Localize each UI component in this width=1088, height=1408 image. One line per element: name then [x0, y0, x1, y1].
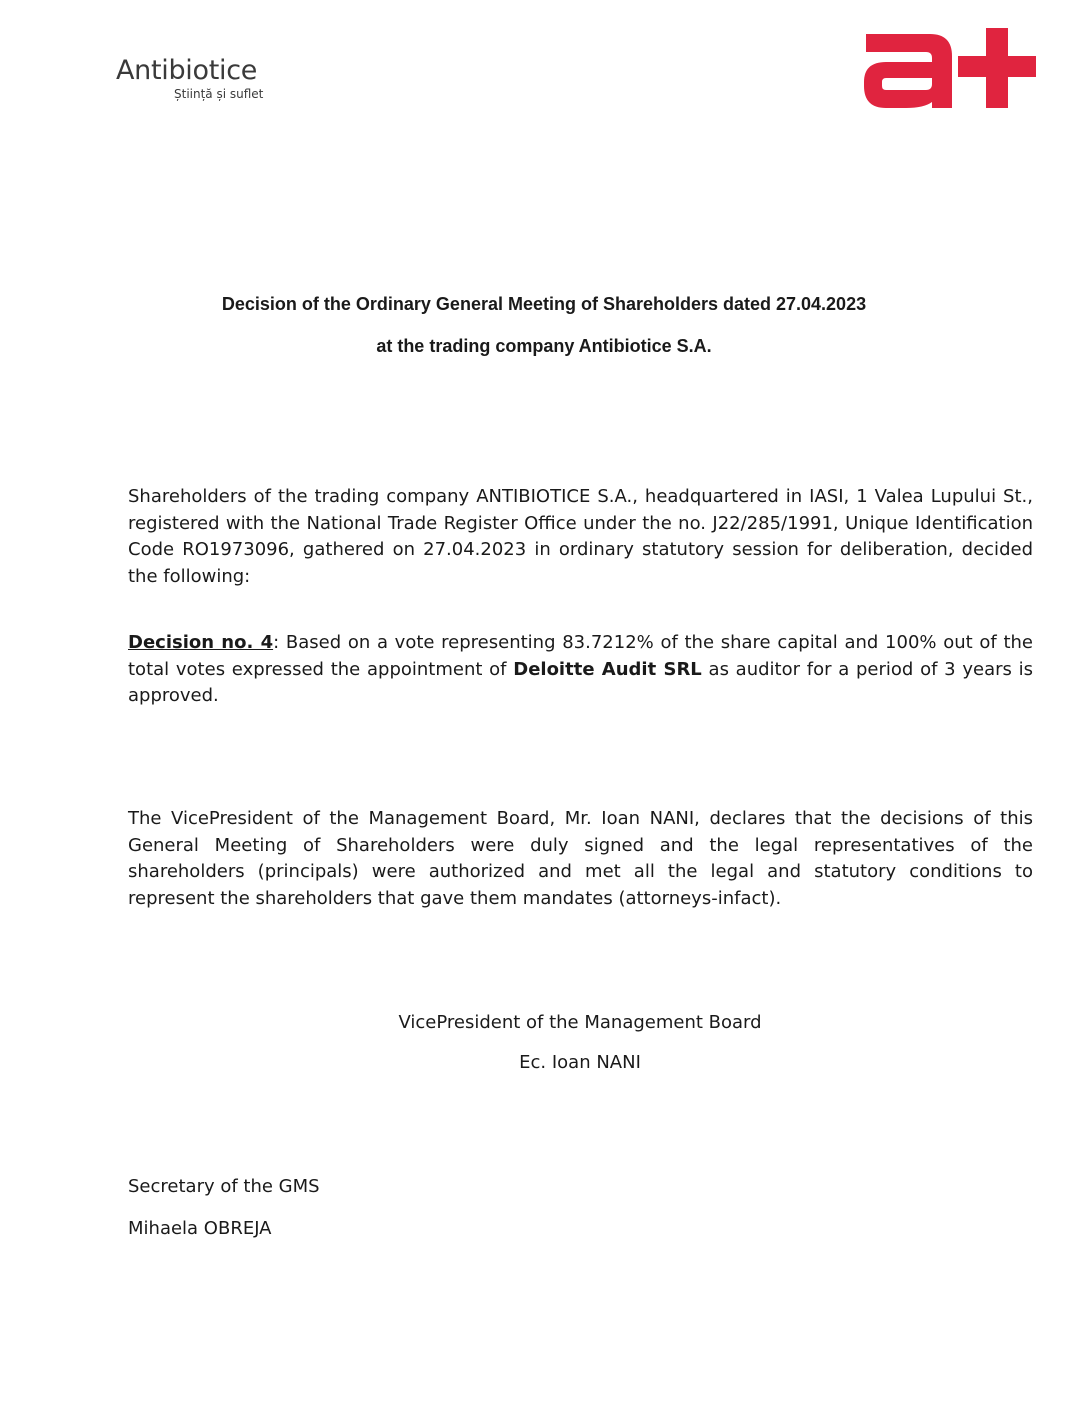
auditor-name: Deloitte Audit SRL	[513, 658, 702, 680]
logo-tagline: Știință și suflet	[174, 87, 264, 101]
document-title-line-2: at the trading company Antibiotice S.A.	[376, 336, 712, 356]
antibiotice-logo	[116, 56, 316, 102]
intro-paragraph: Shareholders of the trading company ANTIBIOTICE S.A., headquartered in IASI, 1 Valea Lupului St., registered with the National Trade Register Office under the no. J22/285/1991, Unique Identification Code RO1973096, gathered on 27.04.2023 in ordinary statutory session for deliberation, decided the following:	[128, 486, 1033, 587]
decision-paragraph	[128, 630, 1033, 710]
decision-text-after: as auditor for a period of 3 years is approved.	[128, 658, 1033, 706]
decision-label: Decision no. 4	[128, 632, 274, 653]
signature-role: VicePresident of the Management Board	[398, 1012, 762, 1033]
decision-text-before: : Based on a vote representing 83.7212% of the share capital and 100% out of the total votes expressed the appointment of	[128, 632, 1033, 680]
a-plus-logo-plus-v	[986, 28, 1008, 108]
declaration-paragraph: The VicePresident of the Management Board, Mr. Ioan NANI, declares that the decisions of this General Meeting of Shareholders were duly signed and the legal representatives of the shareholders (principals) were authorized and met all the legal and statutory conditions to represent the shareholders that gave them mandates (attorneys-infact).	[128, 808, 1033, 909]
secretary-name: Mihaela OBREJA	[128, 1218, 272, 1239]
a-plus-logo-a	[864, 34, 952, 108]
logo-name: Antibiotice	[116, 55, 258, 86]
signature-name: Ec. Ioan NANI	[519, 1052, 641, 1073]
secretary-role: Secretary of the GMS	[128, 1176, 320, 1197]
a-plus-logo	[860, 28, 1038, 110]
document-title-line-1: Decision of the Ordinary General Meeting of Shareholders dated 27.04.2023	[221, 294, 867, 314]
